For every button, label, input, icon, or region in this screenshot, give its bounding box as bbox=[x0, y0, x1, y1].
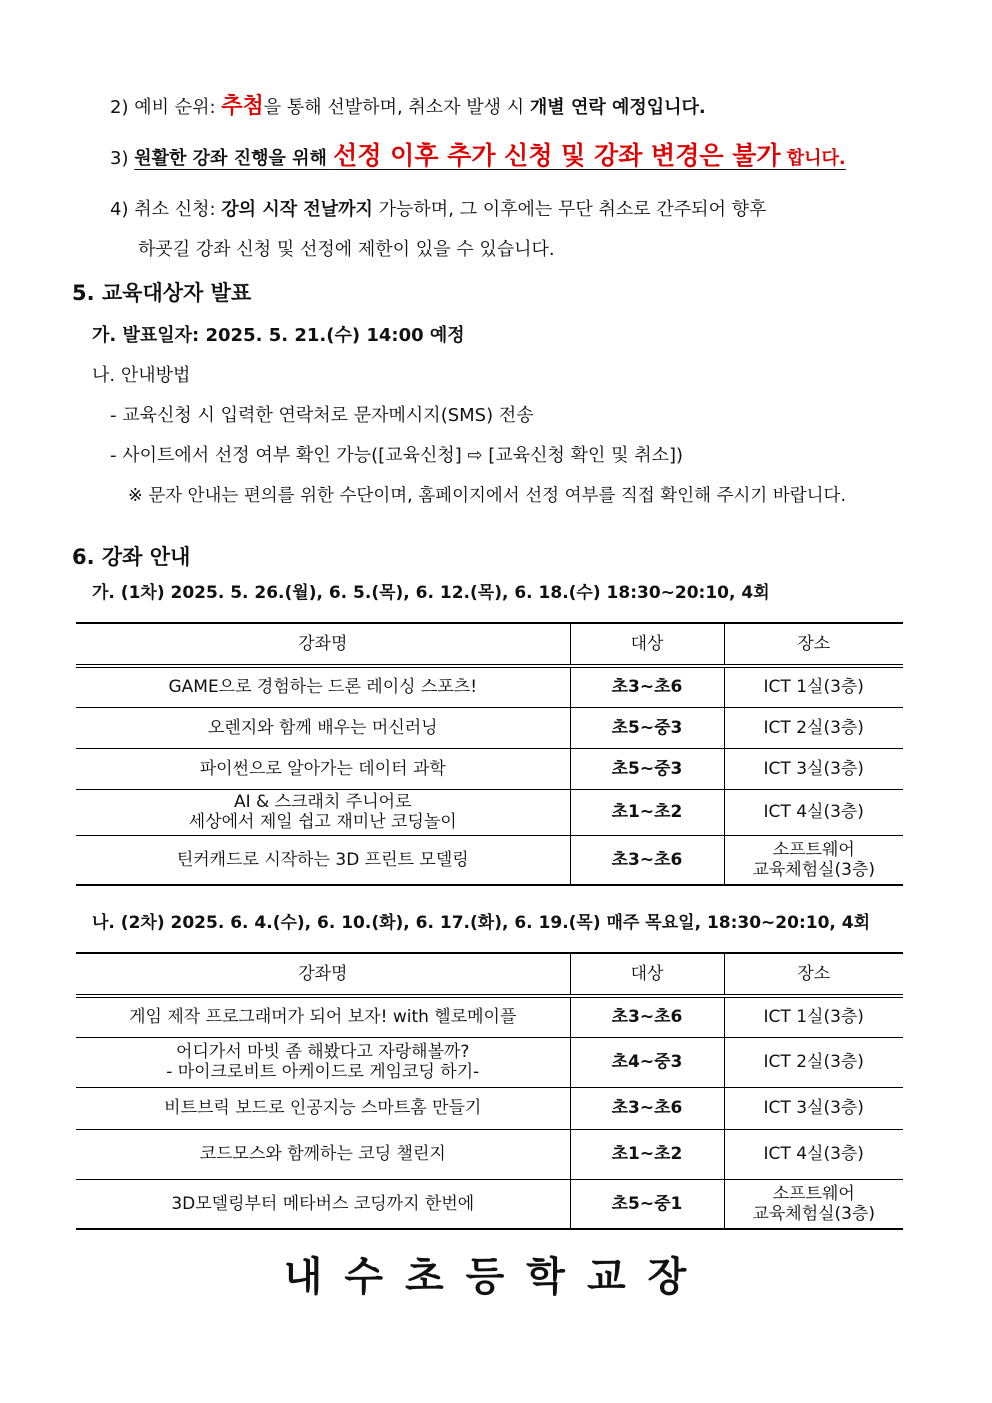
header-target: 대상 bbox=[570, 623, 724, 666]
course-name-cell-line: 세상에서 제일 쉽고 재미난 코딩놀이 bbox=[188, 812, 457, 832]
school-principal-signature: 내수초등학교장 bbox=[283, 1254, 709, 1300]
place-cell bbox=[724, 835, 903, 885]
place-cell bbox=[724, 666, 903, 707]
target-cell bbox=[570, 1129, 724, 1179]
place-cell-line: 소프트웨어 bbox=[772, 839, 855, 860]
table-row bbox=[76, 707, 903, 748]
place-cell-line: ICT 4실(3층) bbox=[763, 1144, 864, 1164]
place-cell-line: ICT 3실(3층) bbox=[763, 758, 864, 779]
place-cell-line: 교육체험실(3층) bbox=[752, 859, 876, 880]
place-cell-line: ICT 4실(3층) bbox=[763, 802, 864, 822]
course-name-cell-line: 파이썬으로 알아가는 데이터 과학 bbox=[199, 758, 446, 779]
place-cell bbox=[724, 1037, 903, 1087]
place-cell-line: 소프트웨어 bbox=[772, 1183, 855, 1204]
place-cell-line: ICT 3실(3층) bbox=[763, 1098, 864, 1118]
note-text: 가능하며, 그 이후에는 무단 취소로 간주되어 향후 bbox=[372, 199, 767, 220]
course-name-cell bbox=[76, 748, 570, 789]
place-cell-line: ICT 2실(3층) bbox=[763, 1052, 864, 1072]
session1-table bbox=[76, 622, 903, 886]
announce-date: 가. 발표일자: 2025. 5. 21.(수) 14:00 예정 bbox=[92, 325, 465, 346]
course-name-cell-line: AI & 스크래치 주니어로 bbox=[234, 792, 412, 812]
notice-method-site: - 사이트에서 선정 여부 확인 가능([교육신청] ⇨ [교육신청 확인 및 취소]) bbox=[110, 445, 684, 466]
table-row bbox=[76, 1087, 903, 1129]
course-name-cell bbox=[76, 789, 570, 835]
table-row bbox=[76, 1037, 903, 1087]
note-highlight: 추첨 bbox=[221, 94, 264, 119]
header-target: 대상 bbox=[570, 953, 724, 996]
place-cell-line: 교육체험실(3층) bbox=[752, 1203, 876, 1224]
course-name-cell-line: 오렌지와 함께 배우는 머신러닝 bbox=[207, 717, 438, 738]
place-cell bbox=[724, 789, 903, 835]
target-cell-line: 초5~중1 bbox=[611, 1193, 683, 1214]
note-number: 4) bbox=[110, 199, 129, 220]
note-text: 을 통해 선발하며, 취소자 발생 시 bbox=[263, 97, 530, 118]
header-place: 장소 bbox=[724, 623, 903, 666]
place-cell bbox=[724, 996, 903, 1037]
note-emphasis: 개별 연락 예정입니다. bbox=[529, 97, 706, 118]
course-name-cell bbox=[76, 835, 570, 885]
target-cell bbox=[570, 666, 724, 707]
session2-table bbox=[76, 952, 903, 1230]
target-cell bbox=[570, 996, 724, 1037]
table-row bbox=[76, 835, 903, 885]
header-place: 장소 bbox=[724, 953, 903, 996]
target-cell-line: 초3~초6 bbox=[611, 1098, 683, 1118]
target-cell-line: 초5~중3 bbox=[611, 717, 683, 738]
table-row bbox=[76, 666, 903, 707]
notice-method-sms: - 교육신청 시 입력한 연락처로 문자메시지(SMS) 전송 bbox=[110, 405, 534, 426]
table-row bbox=[76, 1129, 903, 1179]
note-underlined bbox=[134, 141, 846, 170]
course-name-cell-line: 3D모델링부터 메타버스 코딩까지 한번에 bbox=[171, 1193, 475, 1214]
section6-title: 6. 강좌 안내 bbox=[72, 545, 191, 569]
target-cell bbox=[570, 789, 724, 835]
course-name-cell-line: GAME으로 경험하는 드론 레이싱 스포츠! bbox=[168, 677, 478, 698]
note-emphasis: 원활한 강좌 진행을 위해 bbox=[134, 148, 334, 169]
place-cell bbox=[724, 748, 903, 789]
course-name-cell-line: - 마이크로비트 아케이드로 게임코딩 하기- bbox=[166, 1062, 480, 1082]
place-cell-line: ICT 1실(3층) bbox=[763, 677, 864, 698]
note-2 bbox=[110, 95, 706, 120]
course-name-cell bbox=[76, 1129, 570, 1179]
table-row bbox=[76, 996, 903, 1037]
course-name-cell bbox=[76, 1179, 570, 1229]
place-cell bbox=[724, 1179, 903, 1229]
target-cell-line: 초4~중3 bbox=[611, 1052, 683, 1072]
course-name-cell-line: 어디가서 마빗 좀 해봤다고 자랑해볼까? bbox=[176, 1042, 470, 1062]
note-4-continued: 하굣길 강좌 신청 및 선정에 제한이 있을 수 있습니다. bbox=[138, 239, 555, 260]
notice-footnote: ※ 문자 안내는 편의를 위한 수단이며, 홈페이지에서 선정 여부를 직접 확인해 주시기 바랍니다. bbox=[128, 486, 847, 506]
table-row bbox=[76, 789, 903, 835]
table-header-row bbox=[76, 623, 903, 666]
header-course: 강좌명 bbox=[76, 953, 570, 996]
section5-title: 5. 교육대상자 발표 bbox=[72, 281, 252, 305]
place-cell bbox=[724, 1129, 903, 1179]
course-name-cell bbox=[76, 707, 570, 748]
target-cell bbox=[570, 707, 724, 748]
course-name-cell-line: 게임 제작 프로그래머가 되어 보자! with 헬로메이플 bbox=[129, 1007, 517, 1028]
target-cell-line: 초3~초6 bbox=[611, 849, 683, 870]
table-row bbox=[76, 1179, 903, 1229]
note-4 bbox=[110, 198, 766, 222]
course-name-cell bbox=[76, 666, 570, 707]
course-name-cell-line: 비트브릭 보드로 인공지능 스마트홈 만들기 bbox=[164, 1098, 482, 1118]
note-number: 2) bbox=[110, 97, 129, 118]
course-name-cell bbox=[76, 1087, 570, 1129]
note-text: 취소 신청: bbox=[134, 199, 222, 220]
note-3 bbox=[110, 141, 846, 171]
note-emphasis: 강의 시작 전날까지 bbox=[221, 199, 373, 220]
table-header-row bbox=[76, 953, 903, 996]
target-cell-line: 초3~초6 bbox=[611, 1007, 683, 1028]
target-cell-line: 초1~초2 bbox=[611, 802, 683, 822]
target-cell bbox=[570, 1087, 724, 1129]
place-cell-line: ICT 2실(3층) bbox=[763, 717, 864, 738]
place-cell bbox=[724, 707, 903, 748]
header-course: 강좌명 bbox=[76, 623, 570, 666]
course-name-cell-line: 코드모스와 함께하는 코딩 챌린지 bbox=[199, 1144, 446, 1164]
target-cell bbox=[570, 1179, 724, 1229]
place-cell-line: ICT 1실(3층) bbox=[763, 1007, 864, 1028]
note-highlight-tail: 합니다. bbox=[780, 148, 846, 169]
target-cell-line: 초3~초6 bbox=[611, 677, 683, 698]
table-row bbox=[76, 748, 903, 789]
place-cell bbox=[724, 1087, 903, 1129]
note-number: 3) bbox=[110, 148, 129, 169]
note-text: 예비 순위: bbox=[134, 97, 222, 118]
course-name-cell bbox=[76, 996, 570, 1037]
target-cell bbox=[570, 1037, 724, 1087]
note-highlight: 선정 이후 추가 신청 및 강좌 변경은 불가 bbox=[333, 141, 781, 170]
course-name-cell-line: 틴커캐드로 시작하는 3D 프린트 모델링 bbox=[176, 849, 469, 870]
notice-method-label: 나. 안내방법 bbox=[92, 365, 191, 386]
course-name-cell bbox=[76, 1037, 570, 1087]
target-cell bbox=[570, 748, 724, 789]
target-cell bbox=[570, 835, 724, 885]
target-cell-line: 초1~초2 bbox=[611, 1144, 683, 1164]
target-cell-line: 초5~중3 bbox=[611, 758, 683, 779]
session1-heading: 가. (1차) 2025. 5. 26.(월), 6. 5.(목), 6. 12.(목), 6. 18.(수) 18:30~20:10, 4회 bbox=[92, 583, 770, 603]
session2-heading: 나. (2차) 2025. 6. 4.(수), 6. 10.(화), 6. 17.(화), 6. 19.(목) 매주 목요일, 18:30~20:10, 4회 bbox=[92, 913, 871, 933]
